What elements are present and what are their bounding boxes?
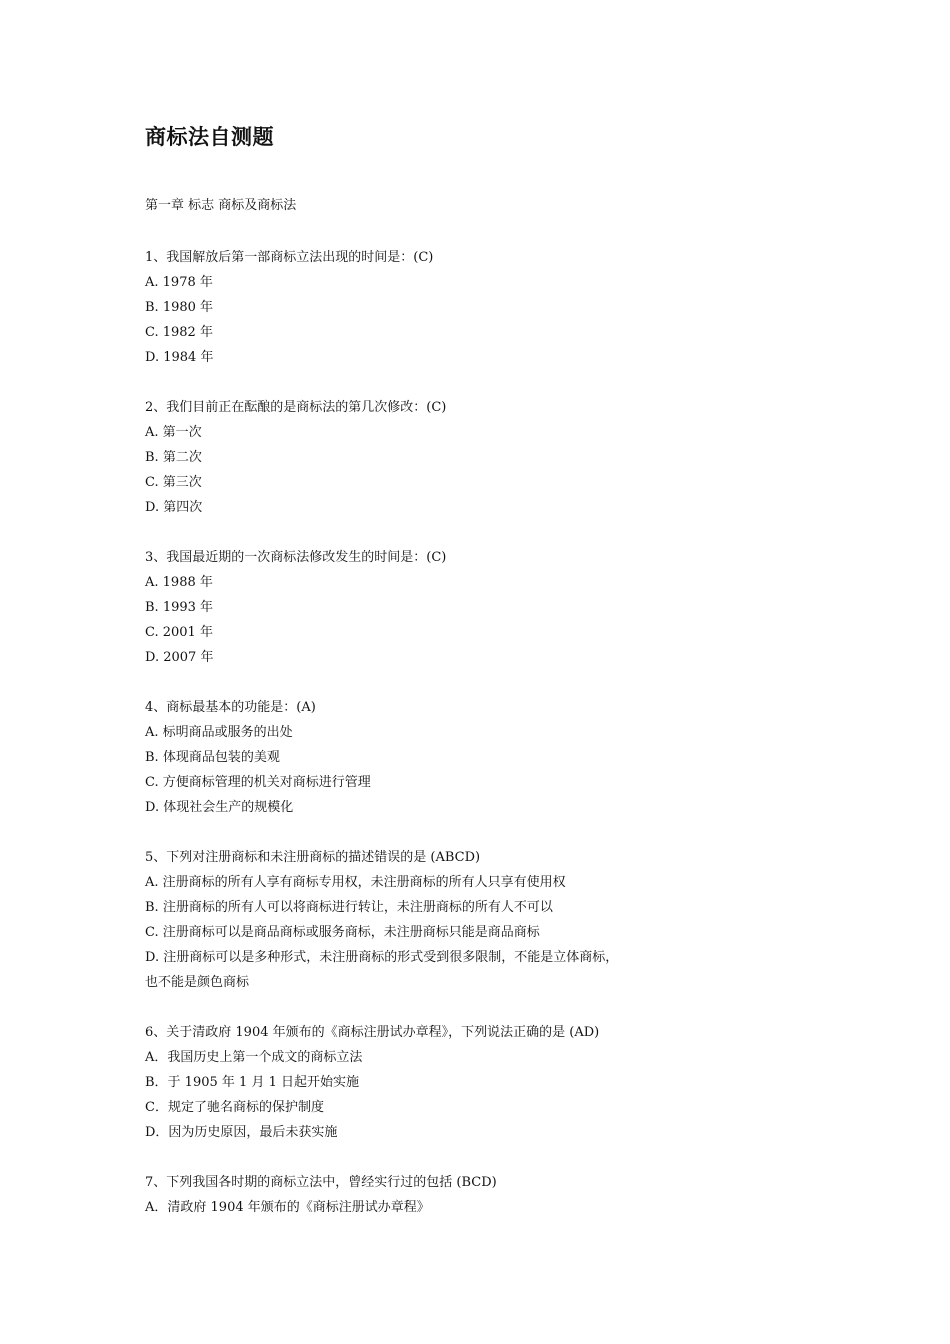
question-6: [145, 1020, 705, 1145]
question-3: [145, 545, 705, 670]
question-5: [145, 845, 705, 995]
question-1: [145, 245, 705, 370]
question-text: 2、我们目前正在酝酿的是商标法的第几次修改：(C): [145, 400, 447, 415]
option-c: C. 2001 年: [145, 625, 213, 640]
option-b: B. 1993 年: [145, 600, 214, 615]
question-2: [145, 395, 705, 520]
option-b: B. 注册商标的所有人可以将商标进行转让，未注册商标的所有人不可以: [145, 900, 553, 915]
option-c: C. 注册商标可以是商品商标或服务商标，未注册商标只能是商品商标: [145, 925, 540, 940]
question-text: 1、我国解放后第一部商标立法出现的时间是：(C): [145, 250, 434, 265]
option-a: A．清政府 1904 年颁布的《商标注册试办章程》: [145, 1200, 430, 1215]
option-a: A. 1978 年: [145, 275, 213, 290]
option-d: D. 注册商标可以是多种形式，未注册商标的形式受到很多限制，不能是立体商标，: [145, 950, 619, 965]
question-text: 5、下列对注册商标和未注册商标的描述错误的是 (ABCD): [145, 850, 481, 865]
option-d: D. 2007 年: [145, 650, 214, 665]
option-b: B. 1980 年: [145, 300, 214, 315]
question-4: [145, 695, 705, 820]
question-text: 7、下列我国各时期的商标立法中，曾经实行过的包括 (BCD): [145, 1175, 497, 1190]
document-title: 商标法自测题: [145, 125, 274, 149]
question-text: 6、关于清政府 1904 年颁布的《商标注册试办章程》，下列说法正确的是 (AD): [145, 1025, 600, 1040]
option-c: C．规定了驰名商标的保护制度: [145, 1100, 324, 1115]
option-c: C. 1982 年: [145, 325, 213, 340]
option-c: C. 第三次: [145, 475, 202, 490]
option-d: D. 体现社会生产的规模化: [145, 800, 294, 815]
question-text: 3、我国最近期的一次商标法修改发生的时间是：(C): [145, 550, 447, 565]
option-b: B. 第二次: [145, 450, 202, 465]
chapter-heading: 第一章 标志 商标及商标法: [145, 198, 297, 213]
option-b: B. 体现商品包装的美观: [145, 750, 280, 765]
option-a: A. 第一次: [145, 425, 202, 440]
option-a: A. 标明商品或服务的出处: [145, 725, 293, 740]
option-a: A．我国历史上第一个成文的商标立法: [145, 1050, 363, 1065]
option-a: A. 注册商标的所有人享有商标专用权，未注册商标的所有人只享有使用权: [145, 875, 566, 890]
option-b: B．于 1905 年 1 月 1 日起开始实施: [145, 1075, 359, 1090]
option-c: C. 方便商标管理的机关对商标进行管理: [145, 775, 371, 790]
question-7: [145, 1170, 705, 1220]
option-d: D．因为历史原因，最后未获实施: [145, 1125, 338, 1140]
option-d-continued: 也不能是颜色商标: [145, 975, 250, 990]
option-d: D. 1984 年: [145, 350, 214, 365]
option-a: A. 1988 年: [145, 575, 213, 590]
question-text: 4、商标最基本的功能是：(A): [145, 700, 316, 715]
question-list: [145, 245, 705, 1245]
option-d: D. 第四次: [145, 500, 203, 515]
